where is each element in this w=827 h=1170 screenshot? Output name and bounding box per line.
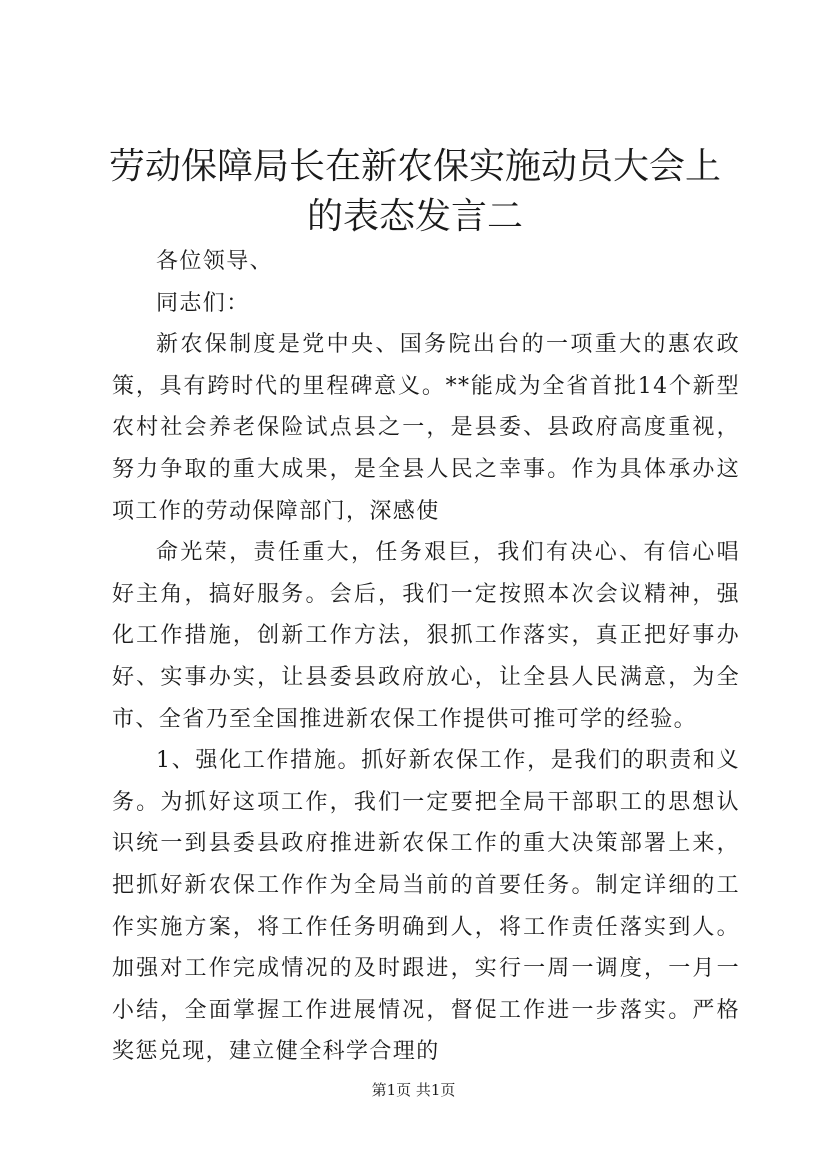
page-footer: 第1页 共1页 [371,1081,456,1099]
body-paragraph: 1、强化工作措施。抓好新农保工作，是我们的职责和义务。为抓好这项工作，我们一定要把全局干部职工的思想认识统一到县委县政府推进新农保工作的重大决策部署上来，把抓好新农保工作作为全局当前的首要任务。制定详细的工作实施方案，将工作任务明确到人，将工作责任落实到人。加强对工作完成情况的及时跟进，实行一周一调度，一月一小结，全面掌握工作进展情况，督促工作进一步落实。严格奖惩兑现，建立健全科学合理的 [112,748,740,1065]
document-title: 劳动保障局长在新农保实施动员大会上的表态发言二 [108,146,721,237]
salutation-line: 同志们： [156,290,250,316]
document-body [112,241,740,1073]
body-paragraph: 新农保制度是党中央、国务院出台的一项重大的惠农政策，具有跨时代的里程碑意义。**能成为全省首批14个新型农村社会养老保险试点县之一，是县委、县政府高度重视，努力争取的重大成果，是全县人民之幸事。作为具体承办这项工作的劳动保障部门，深感使 [112,332,740,524]
body-paragraph: 命光荣，责任重大，任务艰巨，我们有决心、有信心唱好主角，搞好服务。会后，我们一定按照本次会议精神，强化工作措施，创新工作方法，狠抓工作落实，真正把好事办好、实事办实，让县委县政府放心，让全县人民满意，为全市、全省乃至全国推进新农保工作提供可推可学的经验。 [112,540,740,732]
salutation-line: 各位领导、 [156,249,274,274]
